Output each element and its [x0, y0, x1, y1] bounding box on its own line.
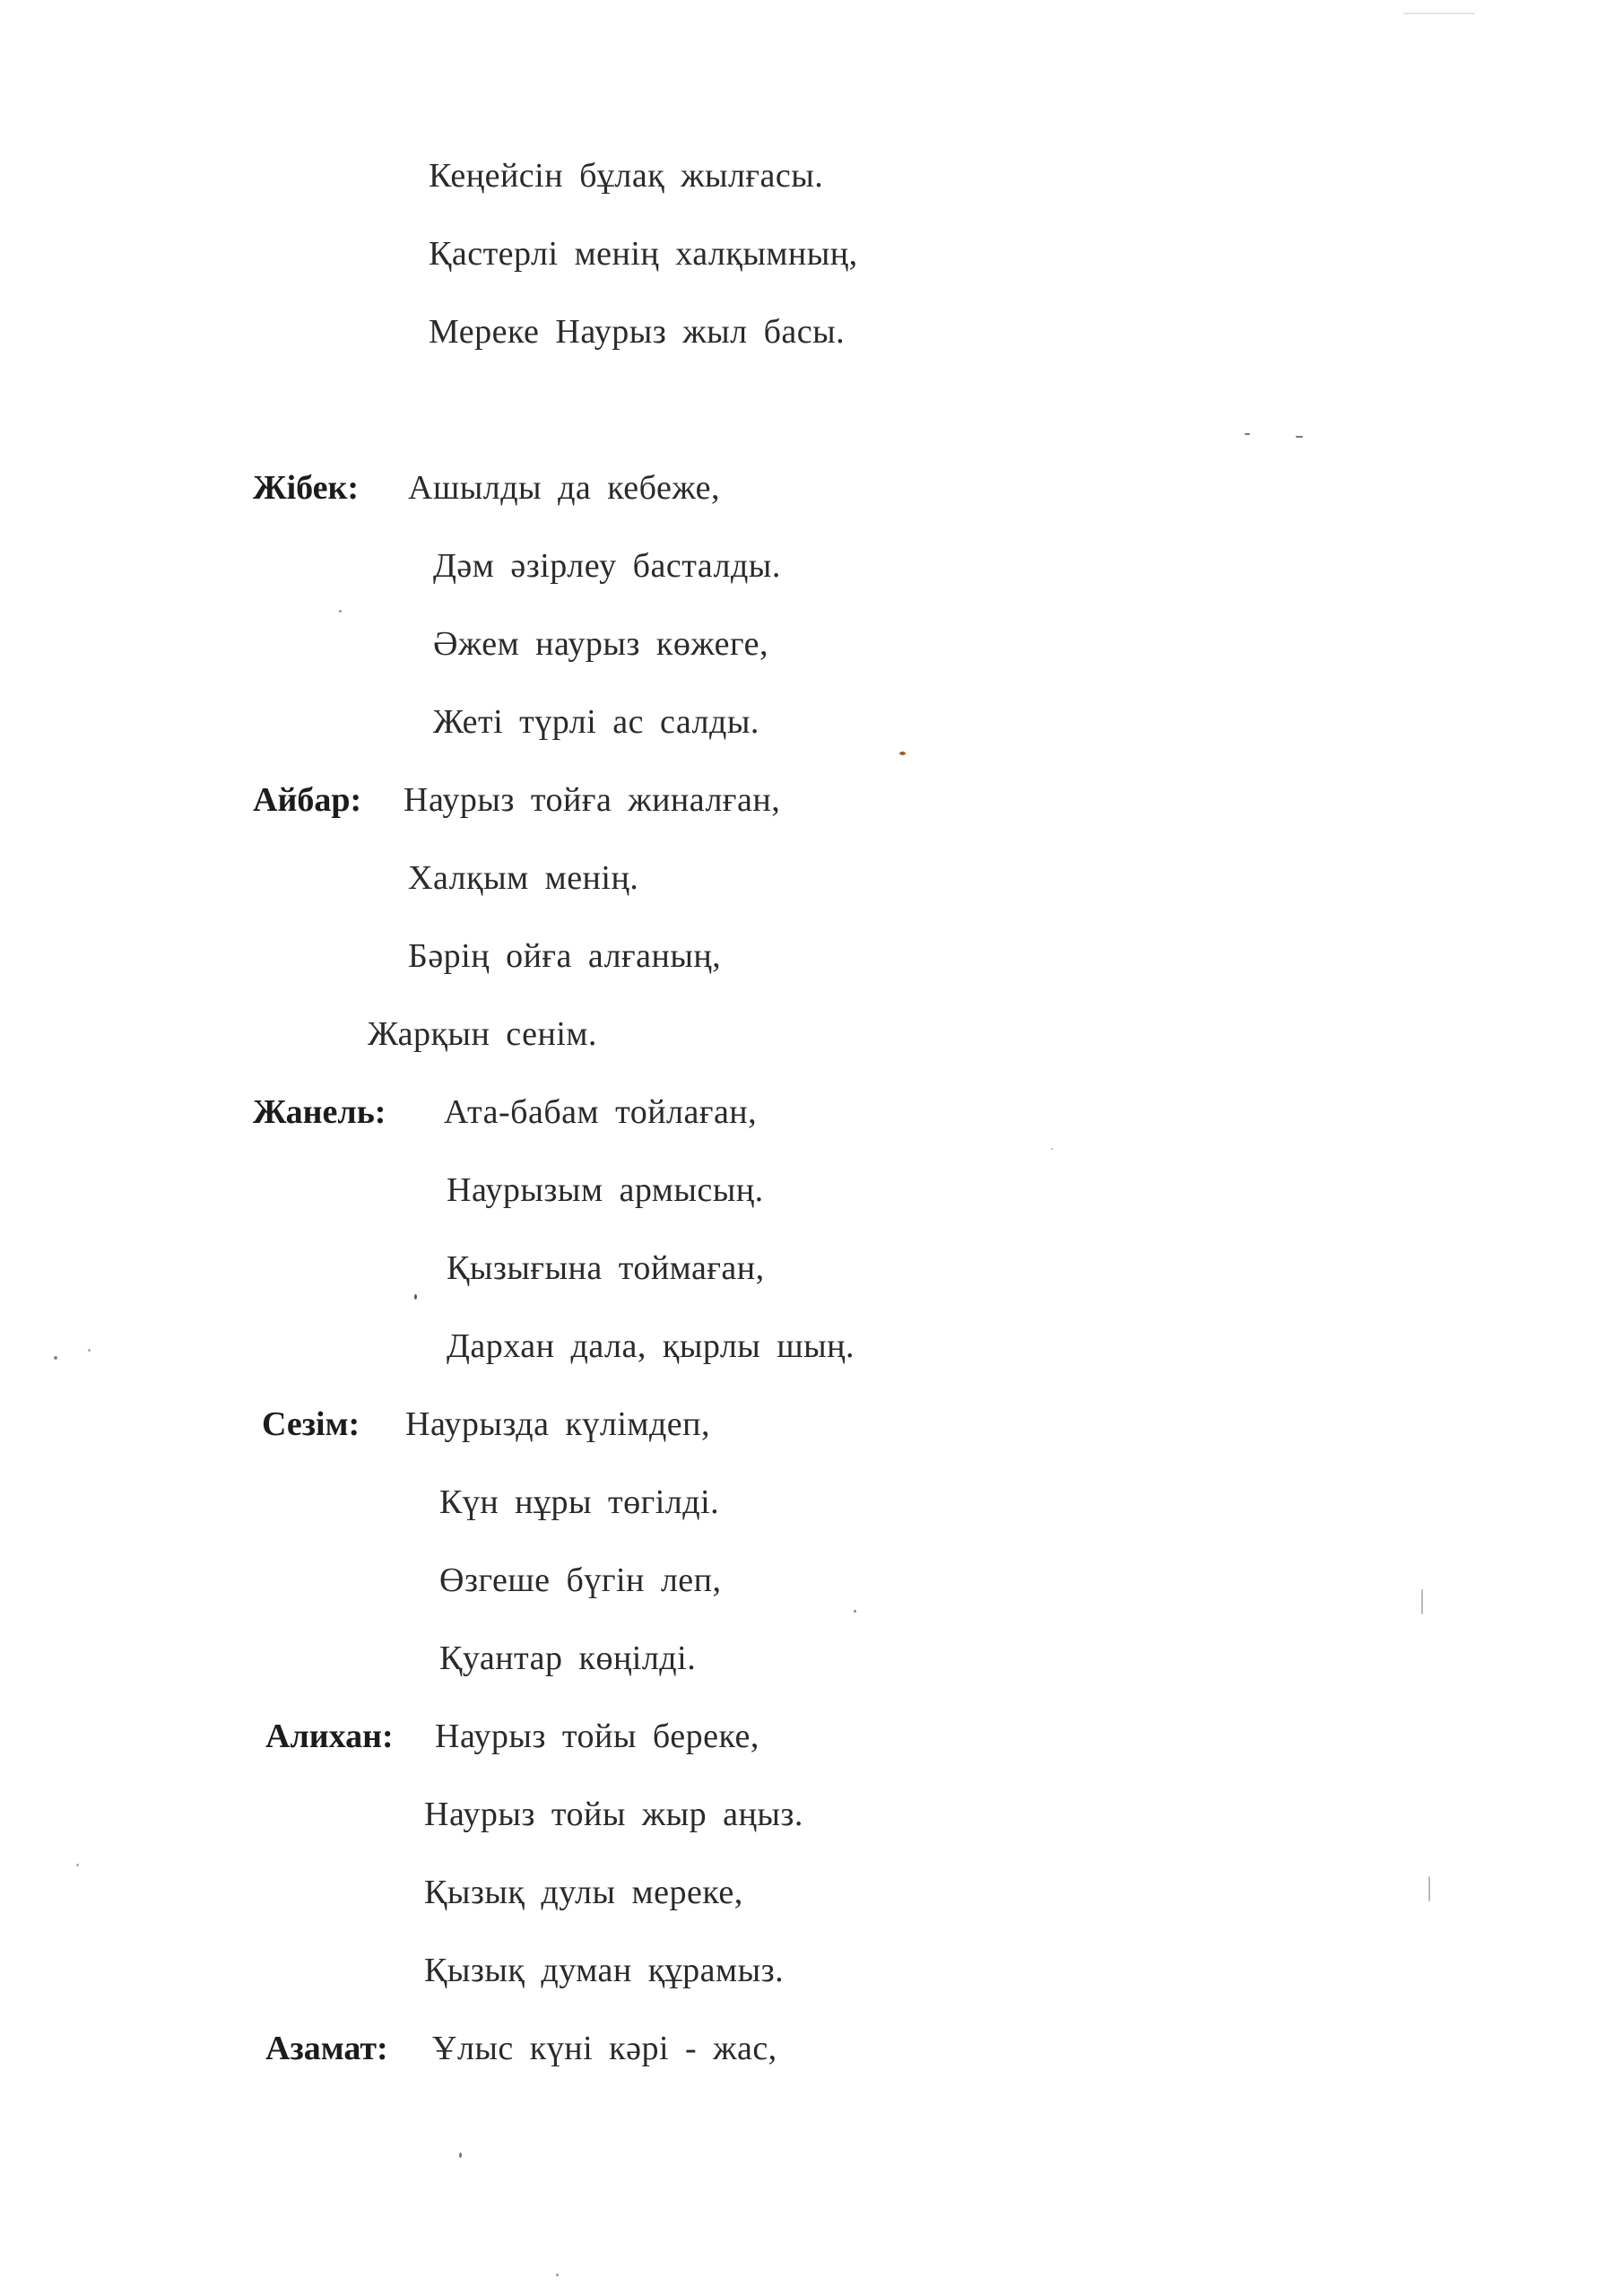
scan-speck	[1403, 13, 1475, 14]
scan-speck	[54, 1356, 57, 1360]
poem-line: Ашылды да кебеже,	[408, 469, 720, 507]
scan-speck	[854, 1610, 856, 1613]
speaker-name: Айбар:	[253, 781, 362, 819]
speaker-name: Жанель:	[253, 1093, 386, 1131]
poem-line: Қызық думан құрамыз.	[424, 1952, 785, 1989]
poem-line: Өзгеше бүгін леп,	[439, 1561, 722, 1599]
poem-line: Дәм әзірлеу басталды.	[433, 547, 781, 585]
poem-line: Наурыз тойы жыр аңыз.	[424, 1796, 803, 1833]
scan-speck	[899, 752, 906, 755]
scan-speck	[76, 1864, 79, 1866]
poem-line: Ата-бабам тойлаған,	[444, 1093, 758, 1131]
poem-line: Жарқын сенім.	[368, 1015, 597, 1053]
poem-line: Әжем наурыз көжеге,	[433, 625, 768, 663]
scan-speck	[459, 2152, 462, 2158]
scan-speck	[414, 1294, 417, 1300]
poem-line: Қуантар көңілді.	[439, 1639, 697, 1677]
poem-line: Күн нұры төгілді.	[439, 1483, 720, 1521]
intro-line: Мереке Наурыз жыл басы.	[429, 313, 846, 351]
scan-speck	[1421, 1589, 1423, 1614]
speaker-name: Азамат:	[265, 2030, 388, 2067]
speaker-name: Алихан:	[265, 1718, 394, 1755]
poem-line: Ұлыс күні кәрі - жас,	[432, 2030, 777, 2067]
scan-speck	[339, 610, 342, 613]
scan-speck	[1428, 1876, 1430, 1901]
intro-line: Қастерлі менің халқымның,	[429, 235, 858, 273]
poem-line: Жеті түрлі ас салды.	[433, 703, 759, 741]
poem-line: Қызығына тоймаған,	[447, 1249, 765, 1287]
speaker-name: Жібек:	[253, 469, 360, 507]
intro-line: Кеңейсін бұлақ жылғасы.	[429, 157, 824, 195]
poem-line: Наурыз тойы береке,	[435, 1718, 759, 1755]
poem-line: Қызық дулы мереке,	[424, 1874, 743, 1911]
scan-speck	[1296, 436, 1303, 438]
scan-speck	[1051, 1148, 1053, 1150]
poem-line: Дархан дала, қырлы шың.	[447, 1327, 855, 1365]
scan-speck	[556, 2274, 559, 2276]
poem-line: Наурызда күлімдеп,	[405, 1405, 710, 1443]
poem-line: Наурызым армысың.	[447, 1171, 764, 1209]
poem-line: Бәрің ойға алғаның,	[408, 937, 722, 975]
scan-speck	[1245, 433, 1250, 435]
poem-line: Наурыз тойға жиналған,	[404, 781, 781, 819]
speaker-name: Сезім:	[262, 1405, 360, 1443]
poem-line: Халқым менің.	[408, 859, 639, 897]
scan-speck	[88, 1349, 91, 1352]
